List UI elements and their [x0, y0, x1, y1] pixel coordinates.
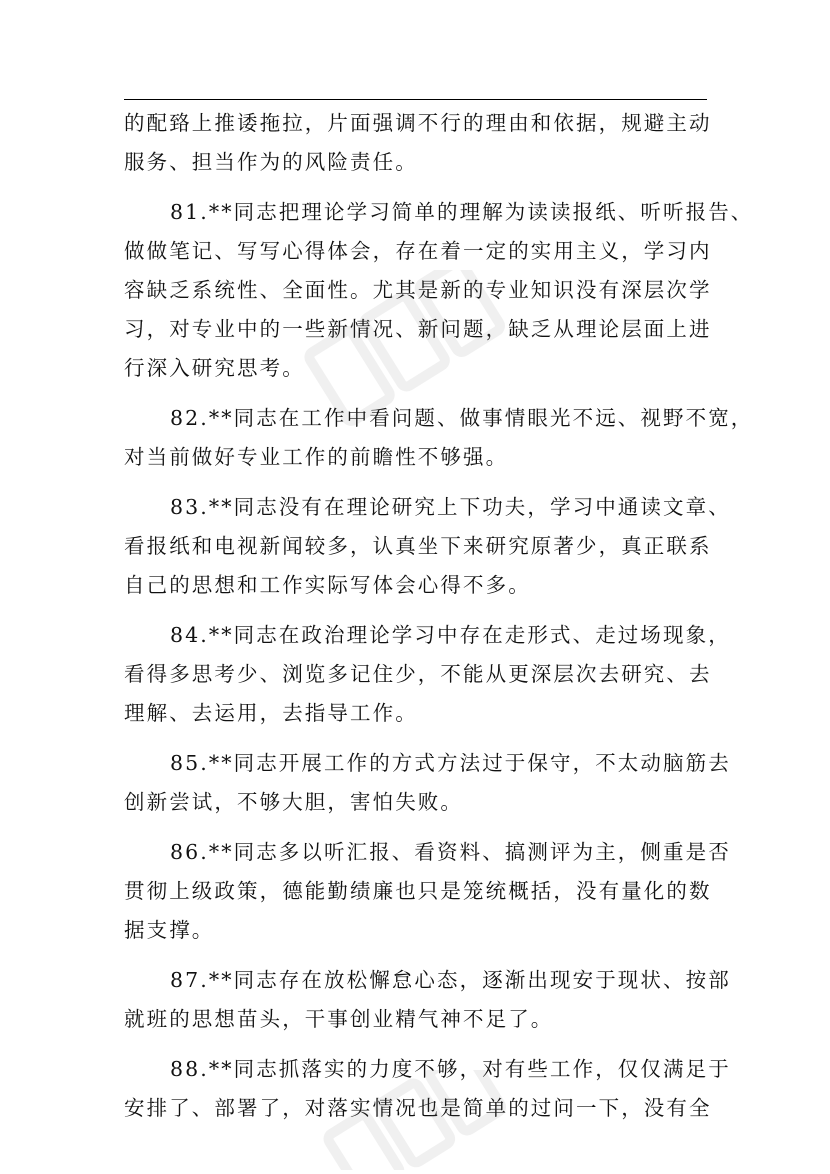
- text-line: 就班的思想苗头，干事创业精气神不足了。: [124, 1007, 554, 1031]
- text-line: 据支撑。: [124, 918, 215, 942]
- text-line: 81.**同志把理论学习简单的理解为读读报纸、听听报告、: [170, 200, 754, 224]
- text-line: 88.**同志抓落实的力度不够，对有些工作，仅仅满足于: [170, 1057, 731, 1081]
- header-rule: [124, 99, 707, 100]
- text-line: 做做笔记、写写心得体会，存在着一定的实用主义，学习内: [124, 239, 712, 263]
- text-line: 83.**同志没有在理论研究上下功夫，学习中通读文章、: [170, 495, 731, 519]
- paragraph-item-82: [124, 399, 754, 477]
- text-line: 理解、去运用，去指导工作。: [124, 701, 418, 725]
- text-line: 84.**同志在政治理论学习中存在走形式、走过场现象，: [170, 623, 731, 647]
- paragraph-item-87: [124, 961, 731, 1039]
- text-line: 行深入研究思考。: [124, 356, 305, 380]
- paragraph-item-86: [124, 833, 731, 950]
- text-line: 服务、担当作为的风险责任。: [124, 150, 418, 174]
- text-line: 86.**同志多以听汇报、看资料、搞测评为主，侧重是否: [170, 840, 731, 864]
- text-line: 习，对专业中的一些新情况、新问题，缺乏从理论层面上进: [124, 317, 712, 341]
- paragraph-item-81: [124, 193, 754, 388]
- paragraph-item-88: [124, 1050, 731, 1128]
- text-line: 自己的思想和工作实际写体会心得不多。: [124, 573, 531, 597]
- text-line: 贯彻上级政策，德能勤绩廉也只是笼统概括，没有量化的数: [124, 879, 712, 903]
- paragraph-item-85: [124, 744, 731, 822]
- paragraph-continuation: [124, 104, 712, 182]
- text-line: 对当前做好专业工作的前瞻性不够强。: [124, 445, 509, 469]
- text-line: 容缺乏系统性、全面性。尤其是新的专业知识没有深层次学: [124, 278, 712, 302]
- text-line: 82.**同志在工作中看问题、做事情眼光不远、视野不宽，: [170, 406, 754, 430]
- paragraph-item-84: [124, 616, 731, 733]
- document-body: [124, 104, 754, 1128]
- paragraph-item-83: [124, 488, 731, 605]
- text-line: 安排了、部署了，对落实情况也是简单的过问一下，没有全: [124, 1096, 712, 1120]
- text-line: 的配臵上推诿拖拉，片面强调不行的理由和依据，规避主动: [124, 111, 712, 135]
- text-line: 看报纸和电视新闻较多，认真坐下来研究原著少，真正联系: [124, 534, 712, 558]
- text-line: 85.**同志开展工作的方式方法过于保守，不太动脑筋去: [170, 751, 731, 775]
- text-line: 看得多思考少、浏览多记住少，不能从更深层次去研究、去: [124, 662, 712, 686]
- text-line: 87.**同志存在放松懈怠心态，逐渐出现安于现状、按部: [170, 968, 731, 992]
- text-line: 创新尝试，不够大胆，害怕失败。: [124, 790, 463, 814]
